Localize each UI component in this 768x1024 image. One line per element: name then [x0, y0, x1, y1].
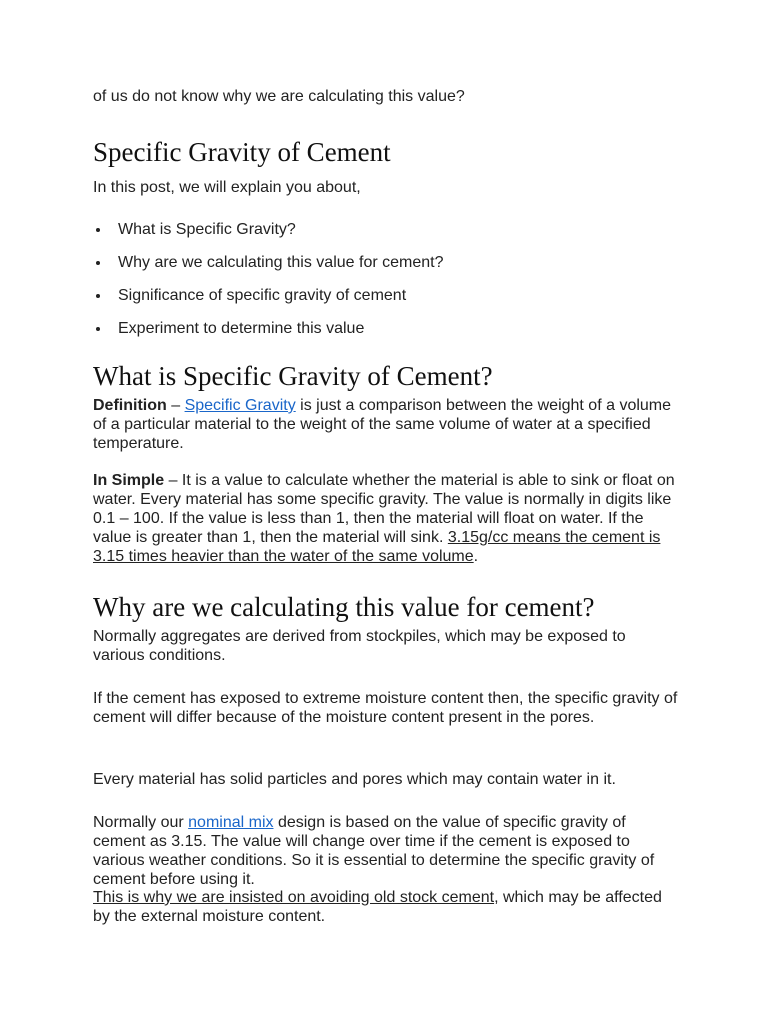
definition-label: Definition — [93, 397, 167, 414]
why-paragraph-3: Every material has solid particles and pores which may contain water in it. — [93, 771, 616, 788]
list-item — [118, 253, 678, 272]
in-simple-end: . — [473, 548, 479, 565]
list-item — [118, 220, 678, 239]
heading-specific-gravity-of-cement: Specific Gravity of Cement — [93, 137, 391, 167]
in-simple-text: – It is a value to calculate whether the material is able to sink or float on water. Every material has some specific gravity. The value is normally in digits like 0.1 – 100. If the value is less than 1, then the material will float on water. If the value is greater than 1, then the material will sink. — [93, 472, 675, 546]
para5-after: , which may be affected by the external moisture content. — [93, 889, 662, 925]
heading-what-is-specific-gravity: What is Specific Gravity of Cement? — [93, 361, 493, 391]
para5-underlined: This is why we are insisted on avoiding old stock cement — [93, 889, 495, 906]
definition-dash: – — [166, 397, 185, 414]
list-item — [118, 319, 678, 338]
list-item-text: Experiment to determine this value — [118, 320, 365, 337]
bullet-icon — [96, 261, 100, 265]
list-item — [118, 286, 678, 305]
para4-after: design is based on the value of specific gravity of cement as 3.15. The value will change over time if the cement is exposed to various weather conditions. So it is essential to determine the specific gravity of cement before using it. — [93, 814, 655, 888]
heading-why-calculating: Why are we calculating this value for cement? — [93, 592, 595, 622]
list-item-text: Significance of specific gravity of cement — [118, 287, 407, 304]
in-simple-paragraph — [93, 471, 678, 566]
bullet-icon — [96, 228, 100, 232]
list-item-text: Why are we calculating this value for cement? — [118, 254, 444, 271]
why-paragraph-2: If the cement has exposed to extreme moisture content then, the specific gravity of cement will differ because of the moisture content present in the pores. — [93, 690, 678, 726]
in-simple-label: In Simple — [93, 472, 165, 489]
in-simple-underlined: 3.15g/cc means the cement is 3.15 times heavier than the water of the same volume — [93, 529, 661, 565]
nominal-mix-link[interactable]: nominal mix — [188, 814, 274, 831]
section1-intro: In this post, we will explain you about, — [93, 179, 361, 196]
para4-before: Normally our — [93, 814, 189, 831]
bullet-icon — [96, 327, 100, 331]
why-paragraph-5 — [93, 888, 678, 926]
list-item-text: What is Specific Gravity? — [118, 221, 296, 238]
definition-paragraph — [93, 396, 678, 453]
why-paragraph-1: Normally aggregates are derived from stockpiles, which may be exposed to various conditions. — [93, 628, 626, 664]
definition-text: is just a comparison between the weight of a volume of a particular material to the weight of the same volume of water at a specified temperature. — [93, 397, 672, 452]
why-paragraph-4 — [93, 813, 678, 889]
intro-line: of us do not know why we are calculating this value? — [93, 88, 465, 105]
bullet-icon — [96, 294, 100, 298]
specific-gravity-link[interactable]: Specific Gravity — [184, 397, 296, 414]
